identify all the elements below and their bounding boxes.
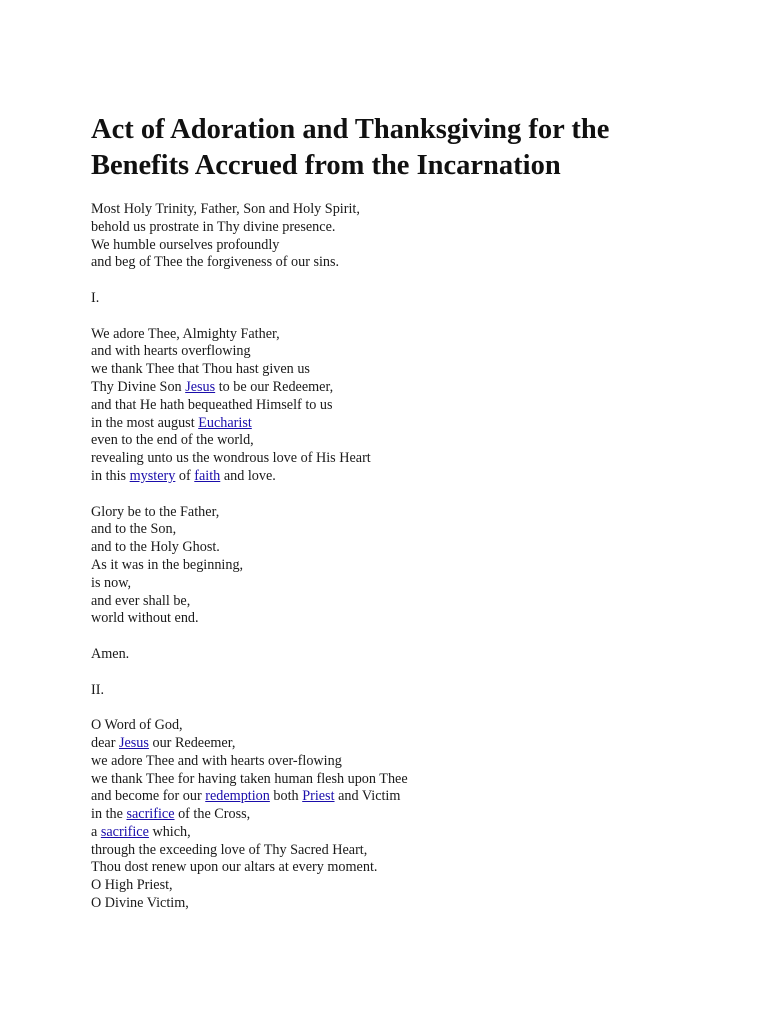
verse-text: dear <box>91 734 119 751</box>
verse-text: in the <box>91 806 127 823</box>
verse-line <box>91 788 711 806</box>
document-page <box>91 112 711 913</box>
verse-text: our Redeemer, <box>148 734 236 751</box>
section-1-stanza <box>91 326 711 486</box>
link-redemption[interactable]: redemption <box>205 788 270 805</box>
glory-line: is now, <box>91 574 132 591</box>
verse-line <box>91 415 711 433</box>
verse-line <box>91 806 711 824</box>
verse-line: through the exceeding love of Thy Sacred Heart, <box>91 841 368 858</box>
glory-line: world without end. <box>91 610 199 627</box>
verse-line: O High Priest, <box>91 877 173 894</box>
verse-text: and love. <box>220 467 276 484</box>
glory-line: and to the Son, <box>91 521 177 538</box>
link-eucharist[interactable]: Eucharist <box>198 414 252 431</box>
link-mystery[interactable]: mystery <box>129 467 176 484</box>
verse-text: of the Cross, <box>174 806 251 823</box>
verse-text: of <box>175 467 195 484</box>
verse-line: we thank Thee for having taken human flesh upon Thee <box>91 770 408 787</box>
verse-text: Thy Divine Son <box>91 378 186 395</box>
verse-line: revealing unto us the wondrous love of His Heart <box>91 450 371 467</box>
verse-line: we thank Thee that Thou hast given us <box>91 361 310 378</box>
page-title: Act of Adoration and Thanksgiving for the Benefits Accrued from the Incarnation <box>91 114 610 181</box>
intro-line: We humble ourselves profoundly <box>91 236 280 253</box>
link-faith[interactable]: faith <box>194 467 221 484</box>
amen-line: Amen. <box>91 645 130 662</box>
intro-line: Most Holy Trinity, Father, Son and Holy Spirit, <box>91 201 360 217</box>
glory-line: and to the Holy Ghost. <box>91 539 220 556</box>
verse-line <box>91 735 711 753</box>
verse-line: We adore Thee, Almighty Father, <box>91 325 280 342</box>
verse-line: O Divine Victim, <box>91 895 189 912</box>
verse-text: which, <box>148 823 191 840</box>
verse-text: both <box>269 788 303 805</box>
section-numeral-2: II. <box>91 681 104 698</box>
intro-line: and beg of Thee the forgiveness of our sins. <box>91 254 340 271</box>
verse-line: we adore Thee and with hearts over-flowing <box>91 752 342 769</box>
verse-line: and that He hath bequeathed Himself to us <box>91 396 333 413</box>
verse-text: to be our Redeemer, <box>215 378 334 395</box>
verse-line: even to the end of the world, <box>91 432 254 449</box>
verse-text: a <box>91 823 101 840</box>
intro-stanza <box>91 201 711 272</box>
glory-be-stanza <box>91 504 711 629</box>
verse-text: in this <box>91 467 130 484</box>
verse-line: Thou dost renew upon our altars at every moment. <box>91 859 378 876</box>
glory-line: and ever shall be, <box>91 592 191 609</box>
verse-text: in the most august <box>91 414 199 431</box>
glory-line: As it was in the beginning, <box>91 556 244 573</box>
link-priest[interactable]: Priest <box>302 788 335 805</box>
link-sacrifice[interactable]: sacrifice <box>100 823 149 840</box>
intro-line: behold us prostrate in Thy divine presence. <box>91 218 336 235</box>
verse-line: and with hearts overflowing <box>91 343 251 360</box>
link-jesus[interactable]: Jesus <box>118 734 149 751</box>
verse-text: and become for our <box>91 788 206 805</box>
section-2-stanza <box>91 717 711 913</box>
section-numeral-1: I. <box>91 289 100 306</box>
verse-line <box>91 379 711 397</box>
link-sacrifice[interactable]: sacrifice <box>126 806 175 823</box>
verse-line: O Word of God, <box>91 717 183 734</box>
verse-line <box>91 468 711 486</box>
verse-text: and Victim <box>334 788 401 805</box>
link-jesus[interactable]: Jesus <box>185 378 216 395</box>
glory-line: Glory be to the Father, <box>91 503 220 520</box>
verse-line <box>91 824 711 842</box>
